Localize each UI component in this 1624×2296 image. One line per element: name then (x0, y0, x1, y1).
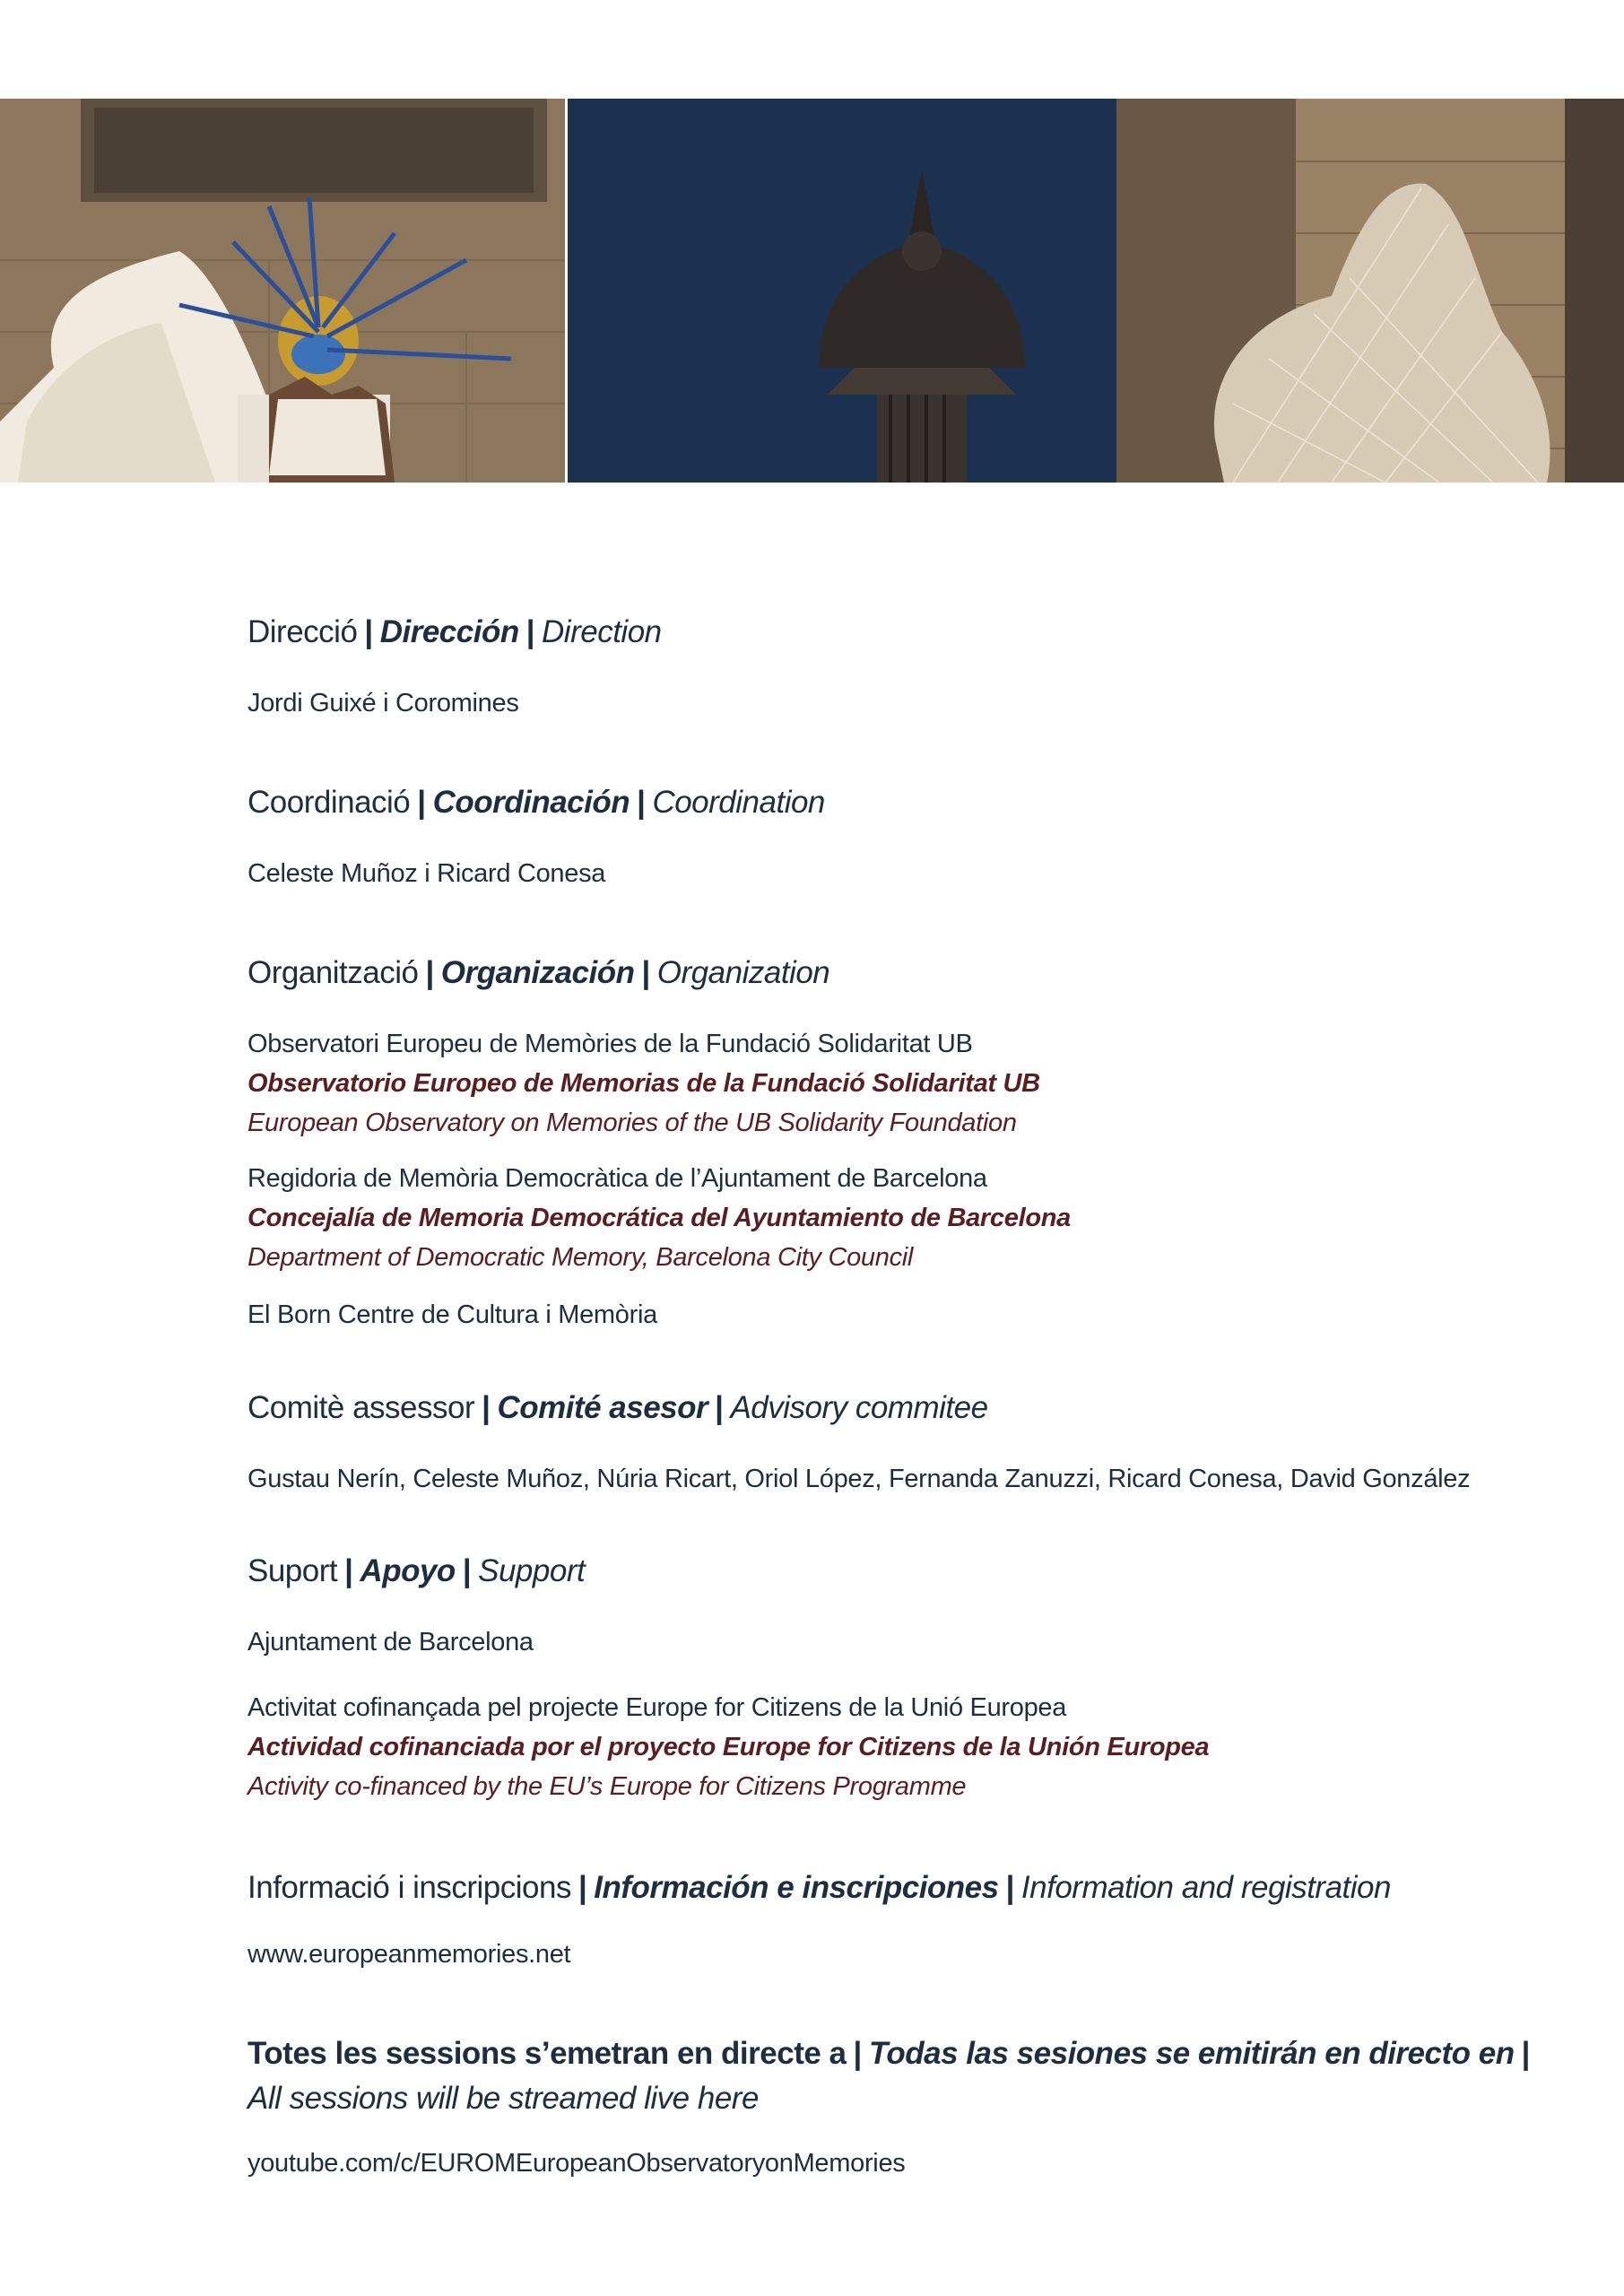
organization-group-council (248, 1159, 1071, 1277)
separator: | (715, 1390, 724, 1425)
heading-ca: Informació i inscripcions (248, 1870, 571, 1905)
separator: | (425, 955, 434, 990)
org-line-ca: Observatori Europeu de Memòries de la Fundació Solidaritat UB (248, 1030, 973, 1058)
youtube-link[interactable]: youtube.com/c/EUROMEuropeanObservatoryonMemories (248, 2149, 906, 2178)
heading-es: Apoyo (360, 1553, 456, 1588)
heading-ca: Totes les sessions s’emetran en directe a (248, 2036, 847, 2071)
separator: | (853, 2036, 862, 2071)
org-line-ca: Regidoria de Memòria Democràtica de l’Ajuntament de Barcelona (248, 1164, 987, 1193)
separator: | (364, 614, 373, 649)
heading-es: Organización (440, 955, 635, 990)
coordination-heading (248, 785, 825, 821)
separator: | (1521, 2036, 1530, 2071)
heading-es: Coordinación (432, 785, 630, 820)
org-line-es: Concejalía de Memoria Democrática del Ayuntamiento de Barcelona (248, 1204, 1071, 1232)
separator: | (344, 1553, 353, 1588)
website-link[interactable]: www.europeanmemories.net (248, 1940, 571, 1969)
heading-ca: Suport (248, 1553, 338, 1588)
photo-banner (0, 99, 1624, 483)
heading-en: Direction (542, 614, 662, 649)
heading-es: Todas las sesiones se emitirán en directo en (868, 2036, 1515, 2071)
separator: | (525, 614, 535, 649)
separator: | (417, 785, 426, 820)
advisory-members: Gustau Nerín, Celeste Muñoz, Núria Ricart, Oriol López, Fernanda Zanuzzi, Ricard Conesa, David González (248, 1465, 1471, 1493)
heading-ca: Organització (248, 955, 419, 990)
coordination-people: Celeste Muñoz i Ricard Conesa (248, 859, 606, 888)
support-city-council: Ajuntament de Barcelona (248, 1628, 534, 1657)
organization-heading (248, 955, 829, 991)
advisory-heading (248, 1390, 988, 1426)
organization-group-observatory (248, 1024, 1040, 1143)
separator: | (462, 1553, 472, 1588)
support-line-en: Activity co-financed by the EU’s Europe for Citizens Programme (248, 1772, 967, 1801)
separator: | (1005, 1870, 1014, 1905)
support-heading (248, 1553, 585, 1589)
heading-es: Comité asesor (497, 1390, 708, 1425)
heading-es: Dirección (379, 614, 519, 649)
support-line-es: Actividad cofinanciada por el proyecto Europe for Citizens de la Unión Europea (248, 1733, 1210, 1761)
column-top-photo (568, 99, 1116, 483)
separator: | (637, 785, 646, 820)
streaming-heading-en (248, 2081, 759, 2117)
organization-born-centre: El Born Centre de Cultura i Memòria (248, 1300, 657, 1329)
separator: | (482, 1390, 491, 1425)
separator: | (578, 1870, 587, 1905)
direction-person: Jordi Guixé i Coromines (248, 689, 519, 718)
direction-heading (248, 614, 662, 650)
heading-en: Organization (656, 955, 830, 990)
heading-en: Coordination (652, 785, 825, 820)
heading-ca: Direcció (248, 614, 358, 649)
masked-dancer-photo (0, 99, 565, 483)
info-heading (248, 1870, 1391, 1906)
heading-en: Support (478, 1553, 586, 1588)
streaming-heading (248, 2036, 1537, 2072)
heading-ca: Comitè assessor (248, 1390, 475, 1425)
support-line-ca: Activitat cofinançada pel projecte Europe for Citizens de la Unió Europea (248, 1693, 1067, 1722)
heading-ca: Coordinació (248, 785, 411, 820)
heading-en: Advisory commitee (730, 1390, 988, 1425)
org-line-en: Department of Democratic Memory, Barcelona City Council (248, 1243, 914, 1272)
heading-en: All sessions will be streamed live here (248, 2081, 759, 2116)
heading-es: Información e inscripciones (594, 1870, 999, 1905)
heading-en: Information and registration (1020, 1870, 1391, 1905)
separator: | (641, 955, 650, 990)
org-line-en: European Observatory on Memories of the UB Solidarity Foundation (248, 1109, 1017, 1137)
netted-sculpture-photo (1116, 99, 1624, 483)
support-cofinanced-group (248, 1688, 1209, 1806)
org-line-es: Observatorio Europeo de Memorias de la Fundació Solidaritat UB (248, 1069, 1040, 1098)
